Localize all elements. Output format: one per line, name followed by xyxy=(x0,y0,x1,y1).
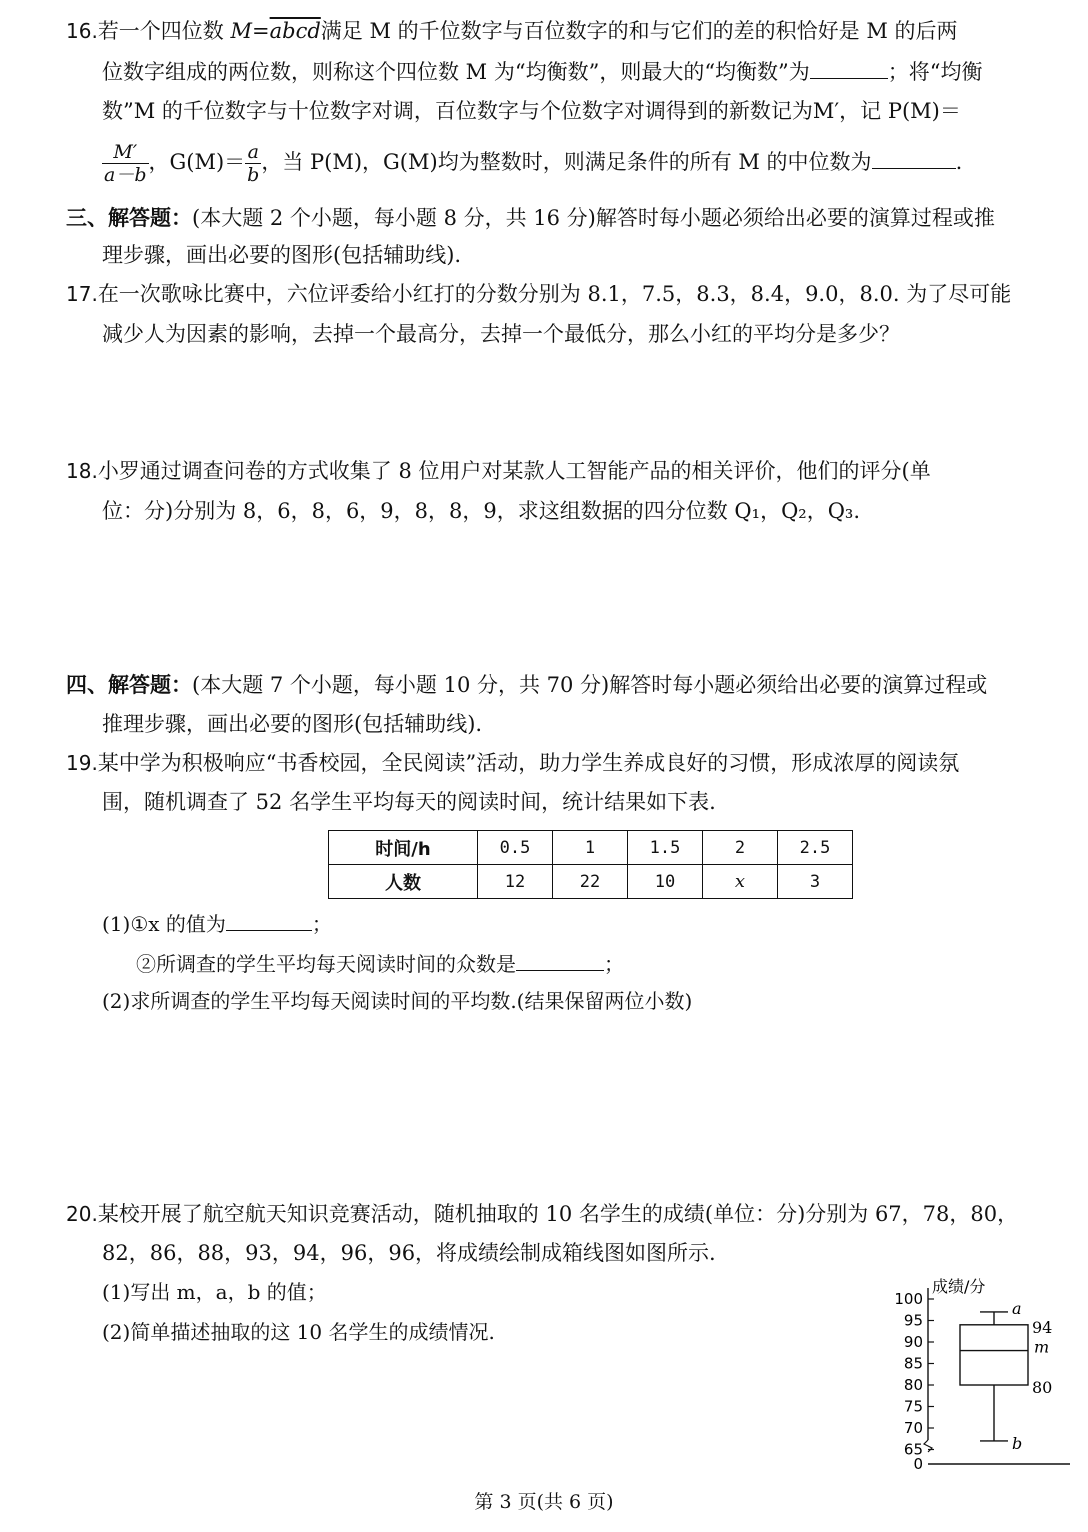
q20-part2: (2)简单描述抽取的这 10 名学生的成绩情况. xyxy=(102,1320,495,1344)
section-3-desc: (本大题 2 个小题，每小题 8 分，共 16 分)解答时每小题必须给出必要的演算过程或推 xyxy=(192,206,995,230)
table-cell-x: x xyxy=(703,865,778,899)
q19-number: 19. xyxy=(66,751,98,775)
table-cell: 2 xyxy=(703,831,778,865)
label-a: a xyxy=(1012,1298,1022,1318)
q19-line2: 围，随机调查了 52 名学生平均每天的阅读时间，统计结果如下表. xyxy=(102,790,716,814)
q20-line1: 20.某校开展了航空航天知识竞赛活动，随机抽取的 10 名学生的成绩(单位：分)分别为 67，78，80， xyxy=(66,1202,1019,1226)
q20-line2: 82，86，88，93，94，96，96，将成绩绘制成箱线图如图所示. xyxy=(102,1241,716,1265)
table-cell: 22 xyxy=(553,865,628,899)
q18-number: 18. xyxy=(66,459,98,483)
q16-eq: = xyxy=(252,19,270,43)
q18-line1: 18.小罗通过调查问卷的方式收集了 8 位用户对某款人工智能产品的相关评价，他们的评分(单 xyxy=(66,459,931,483)
y-tick-label: 70 xyxy=(903,1419,923,1437)
y-tick-label: 0 xyxy=(913,1455,923,1473)
section-4-title: 四、解答题： xyxy=(66,673,192,697)
q17-line2: 减少人为因素的影响，去掉一个最高分，去掉一个最低分，那么小红的平均分是多少？ xyxy=(102,322,900,346)
q16-text-2: 满足 M 的千位数字与百位数字的和与它们的差的积恰好是 M 的后两 xyxy=(320,19,958,43)
fraction-G: $\frac{a}{b}$ xyxy=(247,141,260,186)
q16-number: 16. xyxy=(66,19,98,43)
y-tick-label: 90 xyxy=(903,1333,923,1351)
q16-line2 xyxy=(102,56,983,87)
fraction-P: $\frac{M'}{a-b}$ xyxy=(104,141,147,186)
q20-number: 20. xyxy=(66,1202,98,1226)
label-q3: 94 xyxy=(1032,1317,1053,1337)
q20-part1: (1)写出 m，a，b 的值； xyxy=(102,1280,327,1304)
q16-text-5: ，G(M)＝ xyxy=(148,150,246,174)
table-cell: 2.5 xyxy=(778,831,853,865)
table-cell: 10 xyxy=(628,865,703,899)
table-cell: 1.5 xyxy=(628,831,703,865)
section-3-desc-2: 理步骤，画出必要的图形(包括辅助线). xyxy=(102,243,462,267)
section-3-title: 三、解答题： xyxy=(66,206,192,230)
section-3-heading xyxy=(66,203,995,233)
answer-blank-4 xyxy=(516,948,604,971)
q16-text-3: 位数字组成的两位数，则称这个四位数 M 为“均衡数”，则最大的“均衡数”为 xyxy=(102,60,810,84)
label-b: b xyxy=(1012,1433,1023,1453)
q19-line1: 19.某中学为积极响应“书香校园，全民阅读”活动，助力学生养成良好的习惯，形成浓厚的阅读氛 xyxy=(66,751,960,775)
answer-blank-2 xyxy=(872,146,956,169)
table-header-time: 时间/h xyxy=(329,831,478,865)
q19-part1a: (1)①x 的值为 ； xyxy=(102,908,332,939)
answer-blank-1 xyxy=(810,56,888,79)
label-q1: 80 xyxy=(1032,1378,1053,1397)
q16-line4: $\frac{M'}{a-b}$ ，G(M)＝ $\frac{a}{b}$ ，当 P(M)，G(M)均为整数时，则满足条件的所有 M 的中位数为 . xyxy=(104,141,963,186)
reading-time-table xyxy=(328,830,853,899)
y-axis-label: 成绩/分 xyxy=(932,1277,986,1296)
q16-text-6: ，当 P(M)，G(M)均为整数时，则满足条件的所有 M 的中位数为 xyxy=(261,150,872,174)
table-header-count: 人数 xyxy=(329,865,478,899)
table-cell: 12 xyxy=(478,865,553,899)
axis-break xyxy=(924,1440,932,1452)
section-4-desc-2: 推理步骤，画出必要的图形(包括辅助线). xyxy=(102,712,483,736)
label-m: m xyxy=(1034,1337,1050,1357)
box-plot-chart xyxy=(880,1268,1080,1480)
box-plot xyxy=(960,1299,1052,1453)
q16-text-4: ；将“均衡 xyxy=(887,60,983,84)
table-row xyxy=(329,865,853,899)
table-cell: 0.5 xyxy=(478,831,553,865)
table-cell: 3 xyxy=(778,865,853,899)
q17-number: 17. xyxy=(66,282,98,306)
y-tick-label: 100 xyxy=(894,1290,923,1308)
q18-line2: 位：分)分别为 8，6，8，6，9，8，8，9，求这组数据的四分位数 Q₁，Q₂，Q₃. xyxy=(102,499,861,523)
y-tick-label: 65 xyxy=(903,1440,923,1459)
q19-part1b: ②所调查的学生平均每天阅读时间的众数是 ； xyxy=(136,948,624,979)
q17-line1: 17.在一次歌咏比赛中，六位评委给小红打的分数分别为 8.1，7.5，8.3，8.4，9.0，8.0. 为了尽可能 xyxy=(66,282,1012,306)
section-4-desc: (本大题 7 个小题，每小题 10 分，共 70 分)解答时每小题必须给出必要的演算过程或 xyxy=(192,673,988,697)
q16-M: M xyxy=(230,19,253,43)
y-tick-label: 80 xyxy=(903,1376,923,1394)
box-rect xyxy=(960,1325,1028,1385)
section-4-heading xyxy=(66,670,987,700)
table-row xyxy=(329,831,853,865)
q16-text-1: 若一个四位数 xyxy=(97,19,231,43)
q16-line3: 数”M 的千位数字与十位数字对调，百位数字与个位数字对调得到的新数记为M′，记 P(M)＝ xyxy=(102,99,961,123)
table-cell: 1 xyxy=(553,831,628,865)
y-tick-label: 85 xyxy=(903,1354,923,1373)
q19-part2: (2)求所调查的学生平均每天阅读时间的平均数.(结果保留两位小数) xyxy=(102,989,693,1013)
q16-abcd: abcd xyxy=(269,19,321,43)
answer-blank-3 xyxy=(226,908,312,931)
page-footer: 第 3 页(共 6 页) xyxy=(474,1491,614,1513)
q16-line1 xyxy=(66,16,958,46)
y-tick-label: 75 xyxy=(903,1397,923,1416)
y-tick-label: 95 xyxy=(903,1311,923,1330)
